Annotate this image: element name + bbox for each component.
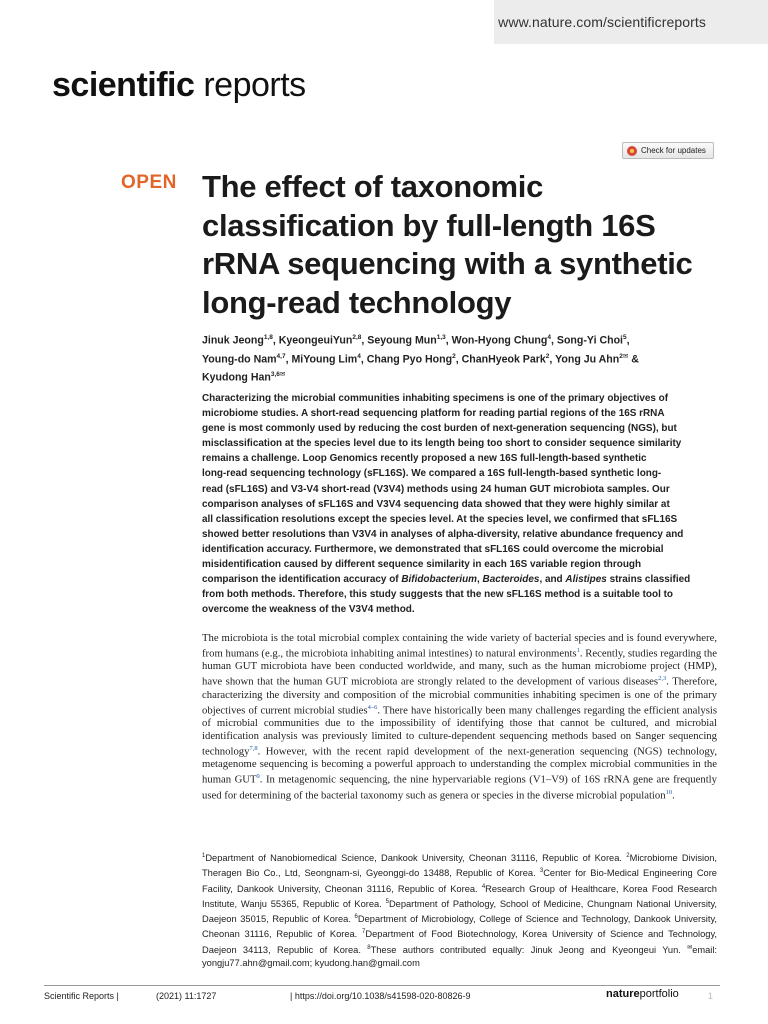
author-affil: 4	[357, 352, 361, 360]
citation-link[interactable]: 4–6	[367, 703, 378, 711]
abstract-text: ,	[477, 574, 483, 586]
title-line: classification by full-length 16S	[202, 207, 656, 243]
author-affil: 1,8	[263, 334, 273, 341]
check-for-updates-label: Check for updates	[641, 146, 706, 155]
affil-text: Research Group of Healthcare, Korea Food Research Institute, Wanju 55365, Republic of Korea.	[202, 883, 717, 909]
affil-mark: 5	[385, 898, 389, 905]
abstract-line: all classification resolutions except the species level. At the species level, we confirmed that sFL16S	[202, 513, 678, 525]
brand-bold: scientific	[52, 66, 195, 104]
author-connector: &	[631, 353, 639, 366]
author-name[interactable]: Seyoung Mun	[367, 334, 437, 347]
title-line: long-read technology	[202, 284, 512, 320]
abstract-line: identification accuracy. Furthermore, we demonstrated that sFL16S could overcome the microbial	[202, 543, 664, 555]
affil-text: Department of Pathology, School of Medicine, Chungnam National University, Daejeon 35015, Republic of Korea.	[202, 898, 718, 925]
intro-text: . However, with the recent rapid development of the next-generation sequencing (NGS) technology, metagenome sequencing is becoming a powerful approach to understanding the complex microbial communities in the human GUT	[202, 745, 717, 786]
affil-text: Center for Bio-Medical Engineering Core Facility, Dankook University, Cheonan 31116, Republic of Korea.	[202, 868, 717, 894]
affil-text: Department of Nanobiomedical Science, Dankook University, Cheonan 31116, Republic of Korea.	[205, 853, 627, 864]
intro-text: . Recently, studies regarding the human GUT microbiota have been conducted worldwide, and many, such as the human microbiome project (HMP), have shown that the human GUT microbiota are strongly related to the development of various diseases	[202, 647, 717, 688]
abstract-line: misclassification at the species level due to its length being too short to consider sequence similarity	[202, 438, 682, 450]
abstract-line: microbiome studies. A short-read sequencing platform for reading partial regions of the 16S rRNA	[202, 408, 665, 420]
affil-mark: 8	[367, 944, 371, 951]
citation-link[interactable]: 7,8	[249, 744, 258, 752]
article-title	[202, 168, 722, 322]
email-icon: ✉	[687, 944, 693, 951]
affiliations	[202, 850, 717, 970]
publisher-regular: portfolio	[639, 988, 679, 1000]
author-name[interactable]: Chang Pyo Hong	[366, 353, 453, 366]
intro-text: The microbiota is the total microbial complex containing the wide variety of bacterial species and is found everywhere, from humans (e.g., the microbiota inhabiting animal intestines) to natural environments	[202, 632, 717, 660]
nature-portfolio-logo	[606, 988, 679, 1000]
abstract-line: misidentification caused by different sequence similarity in each 16S variable region through	[202, 559, 642, 571]
author-name[interactable]: Song-Yi Choi	[556, 334, 623, 347]
abstract-line: Characterizing the microbial communities inhabiting specimens is one of the primary objectives of	[202, 393, 669, 404]
title-line: The effect of taxonomic	[202, 169, 544, 204]
intro-text: . In metagenomic sequencing, the nine hypervariable regions (V1–V9) of 16S rRNA gene are frequently used for determining of the bacterial taxonomy such as genera or species in the diverse microbial population	[202, 773, 717, 802]
affil-mark: 3	[539, 868, 544, 875]
publisher-bold: nature	[606, 988, 640, 1000]
abstract-line: gene is most commonly used by reducing the cost burden of next-generation sequencing (NGS), but	[202, 423, 677, 435]
author-affil: 1,3	[436, 334, 446, 341]
abstract-line: showed better resolutions than V3V4 in analyses of alpha-diversity, relative abundance frequency and	[202, 528, 684, 540]
affil-text: These authors contributed equally: Jinuk Jeong and Kyeongeui Yun.	[370, 944, 688, 955]
abstract-text: , and	[539, 574, 566, 586]
abstract	[202, 391, 722, 617]
genus-name: Bacteroides	[482, 574, 540, 586]
author-name[interactable]: KyeongeuiYun	[278, 334, 353, 347]
author-name[interactable]: Jinuk Jeong	[202, 334, 264, 347]
intro-text: . Therefore, characterizing the diversity and composition of the microbial communities inhabiting specimen is one of the primary objectives of current microbial studies	[202, 675, 718, 717]
crossmark-icon	[627, 146, 637, 156]
author-affil: 2✉	[619, 352, 629, 360]
affil-mark: 1	[202, 853, 206, 859]
author-affil: 4	[547, 334, 551, 341]
footer-journal: Scientific Reports |	[44, 991, 119, 1001]
author-affil: 2,8	[352, 334, 362, 341]
journal-url-link[interactable]: www.nature.com/scientificreports	[498, 14, 706, 30]
intro-paragraph	[202, 632, 717, 802]
author-name[interactable]: Kyudong Han	[202, 371, 271, 384]
affil-mark: 4	[481, 883, 486, 890]
author-name[interactable]: Yong Ju Ahn	[555, 353, 620, 366]
citation-link[interactable]: 1	[576, 646, 580, 654]
citation-link[interactable]: 2,3	[658, 675, 667, 683]
abstract-line: remains a challenge. Loop Genomics recently proposed a new 16S full-length-based synthetic	[202, 453, 647, 465]
affil-text: Microbiome Division, Theragen Bio Co., Ltd, Seongnam-si, Gyeonggi-do 13488, Republic of Korea.	[202, 853, 718, 879]
abstract-line: read (sFL16S) and V3-V4 short-read (V3V4) methods using 24 human GUT microbiota samples. Our	[202, 483, 670, 495]
abstract-text: strains classified	[606, 574, 691, 586]
citation-link[interactable]: 10	[665, 788, 673, 796]
affil-text: Department of Food Biotechnology, Korea University of Science and Technology, Daejeon 34113, Republic of Korea.	[202, 929, 717, 955]
genus-name: Alistipes	[565, 574, 607, 586]
abstract-line	[202, 572, 722, 587]
affil-mark: 6	[354, 914, 358, 920]
author-affil: 2	[545, 352, 550, 360]
affil-text: Department of Microbiology, College of Science and Technology, Dankook University, Cheonan 31116, Republic of Korea.	[202, 914, 717, 940]
genus-name: Bifidobacterium	[401, 574, 478, 586]
author-affil: 5	[623, 334, 627, 341]
brand-regular: reports	[203, 66, 306, 104]
footer-volume: (2021) 11:1727	[156, 991, 217, 1001]
check-for-updates-button[interactable]	[622, 142, 714, 159]
abstract-line: from both methods. Therefore, this study suggests that the new sFL16S method is a suitable tool to	[202, 589, 673, 601]
page-number: 1	[708, 991, 714, 1001]
journal-brand-logo[interactable]	[52, 66, 306, 105]
author-name[interactable]: ChanHyeok Park	[461, 353, 546, 366]
abstract-line: overcome the weakness of the V3V4 method.	[202, 604, 415, 616]
open-access-badge: OPEN	[121, 172, 177, 193]
author-affil: 3,6✉	[270, 371, 286, 379]
intro-text: .	[672, 789, 675, 802]
intro-text: . There have historically been many challenges regarding the efficient analysis of microbial communities due to the impossibility of identifying those that cannot be cultured, and microbial identification analysis was previously limited to culture-dependent sequencing methods based on Sanger sequencing technology	[202, 704, 717, 758]
footer-divider	[44, 985, 720, 986]
citation-link[interactable]: 9	[256, 773, 260, 781]
author-name[interactable]: MiYoung Lim	[291, 353, 358, 366]
author-affil: 2	[452, 352, 456, 360]
author-list: Jinuk Jeong$^{1,8}$, KyeongeuiYun$^{2,8}$, Seyoung Mun$^{1,3}$, Won-Hyong Chung$^4$, Song-Yi Choi$^5$, Young-do Nam$^{4,7}$, MiYoung Lim$^4$, Chang Pyo Hong$^2$, ChanHyeok Park$^2$, Yong Ju Ahn$^{2✉}$ & Kyudong Han$^{3,6✉}$	[202, 334, 639, 384]
abstract-text: comparison the identification accuracy of	[202, 574, 402, 586]
abstract-line: comparison analyses of sFL16S and V3V4 sequencing data showed that they were highly similar at	[202, 498, 670, 510]
affil-mark: 2	[626, 853, 630, 859]
affil-mark: 7	[362, 929, 366, 936]
author-name[interactable]: Won-Hyong Chung	[451, 334, 548, 347]
author-name[interactable]: Young-do Nam	[202, 353, 277, 366]
author-affil: 4,7	[276, 352, 286, 360]
footer-doi-link[interactable]: | https://doi.org/10.1038/s41598-020-80826-9	[290, 991, 471, 1001]
email-text[interactable]: email: yongju77.ahn@gmail.com; kyudong.han@gmail.com	[202, 944, 717, 968]
abstract-line: long-read sequencing technology (sFL16S). We compared a 16S full-length-based synthetic long-	[202, 468, 662, 480]
title-line: rRNA sequencing with a synthetic	[202, 246, 693, 281]
